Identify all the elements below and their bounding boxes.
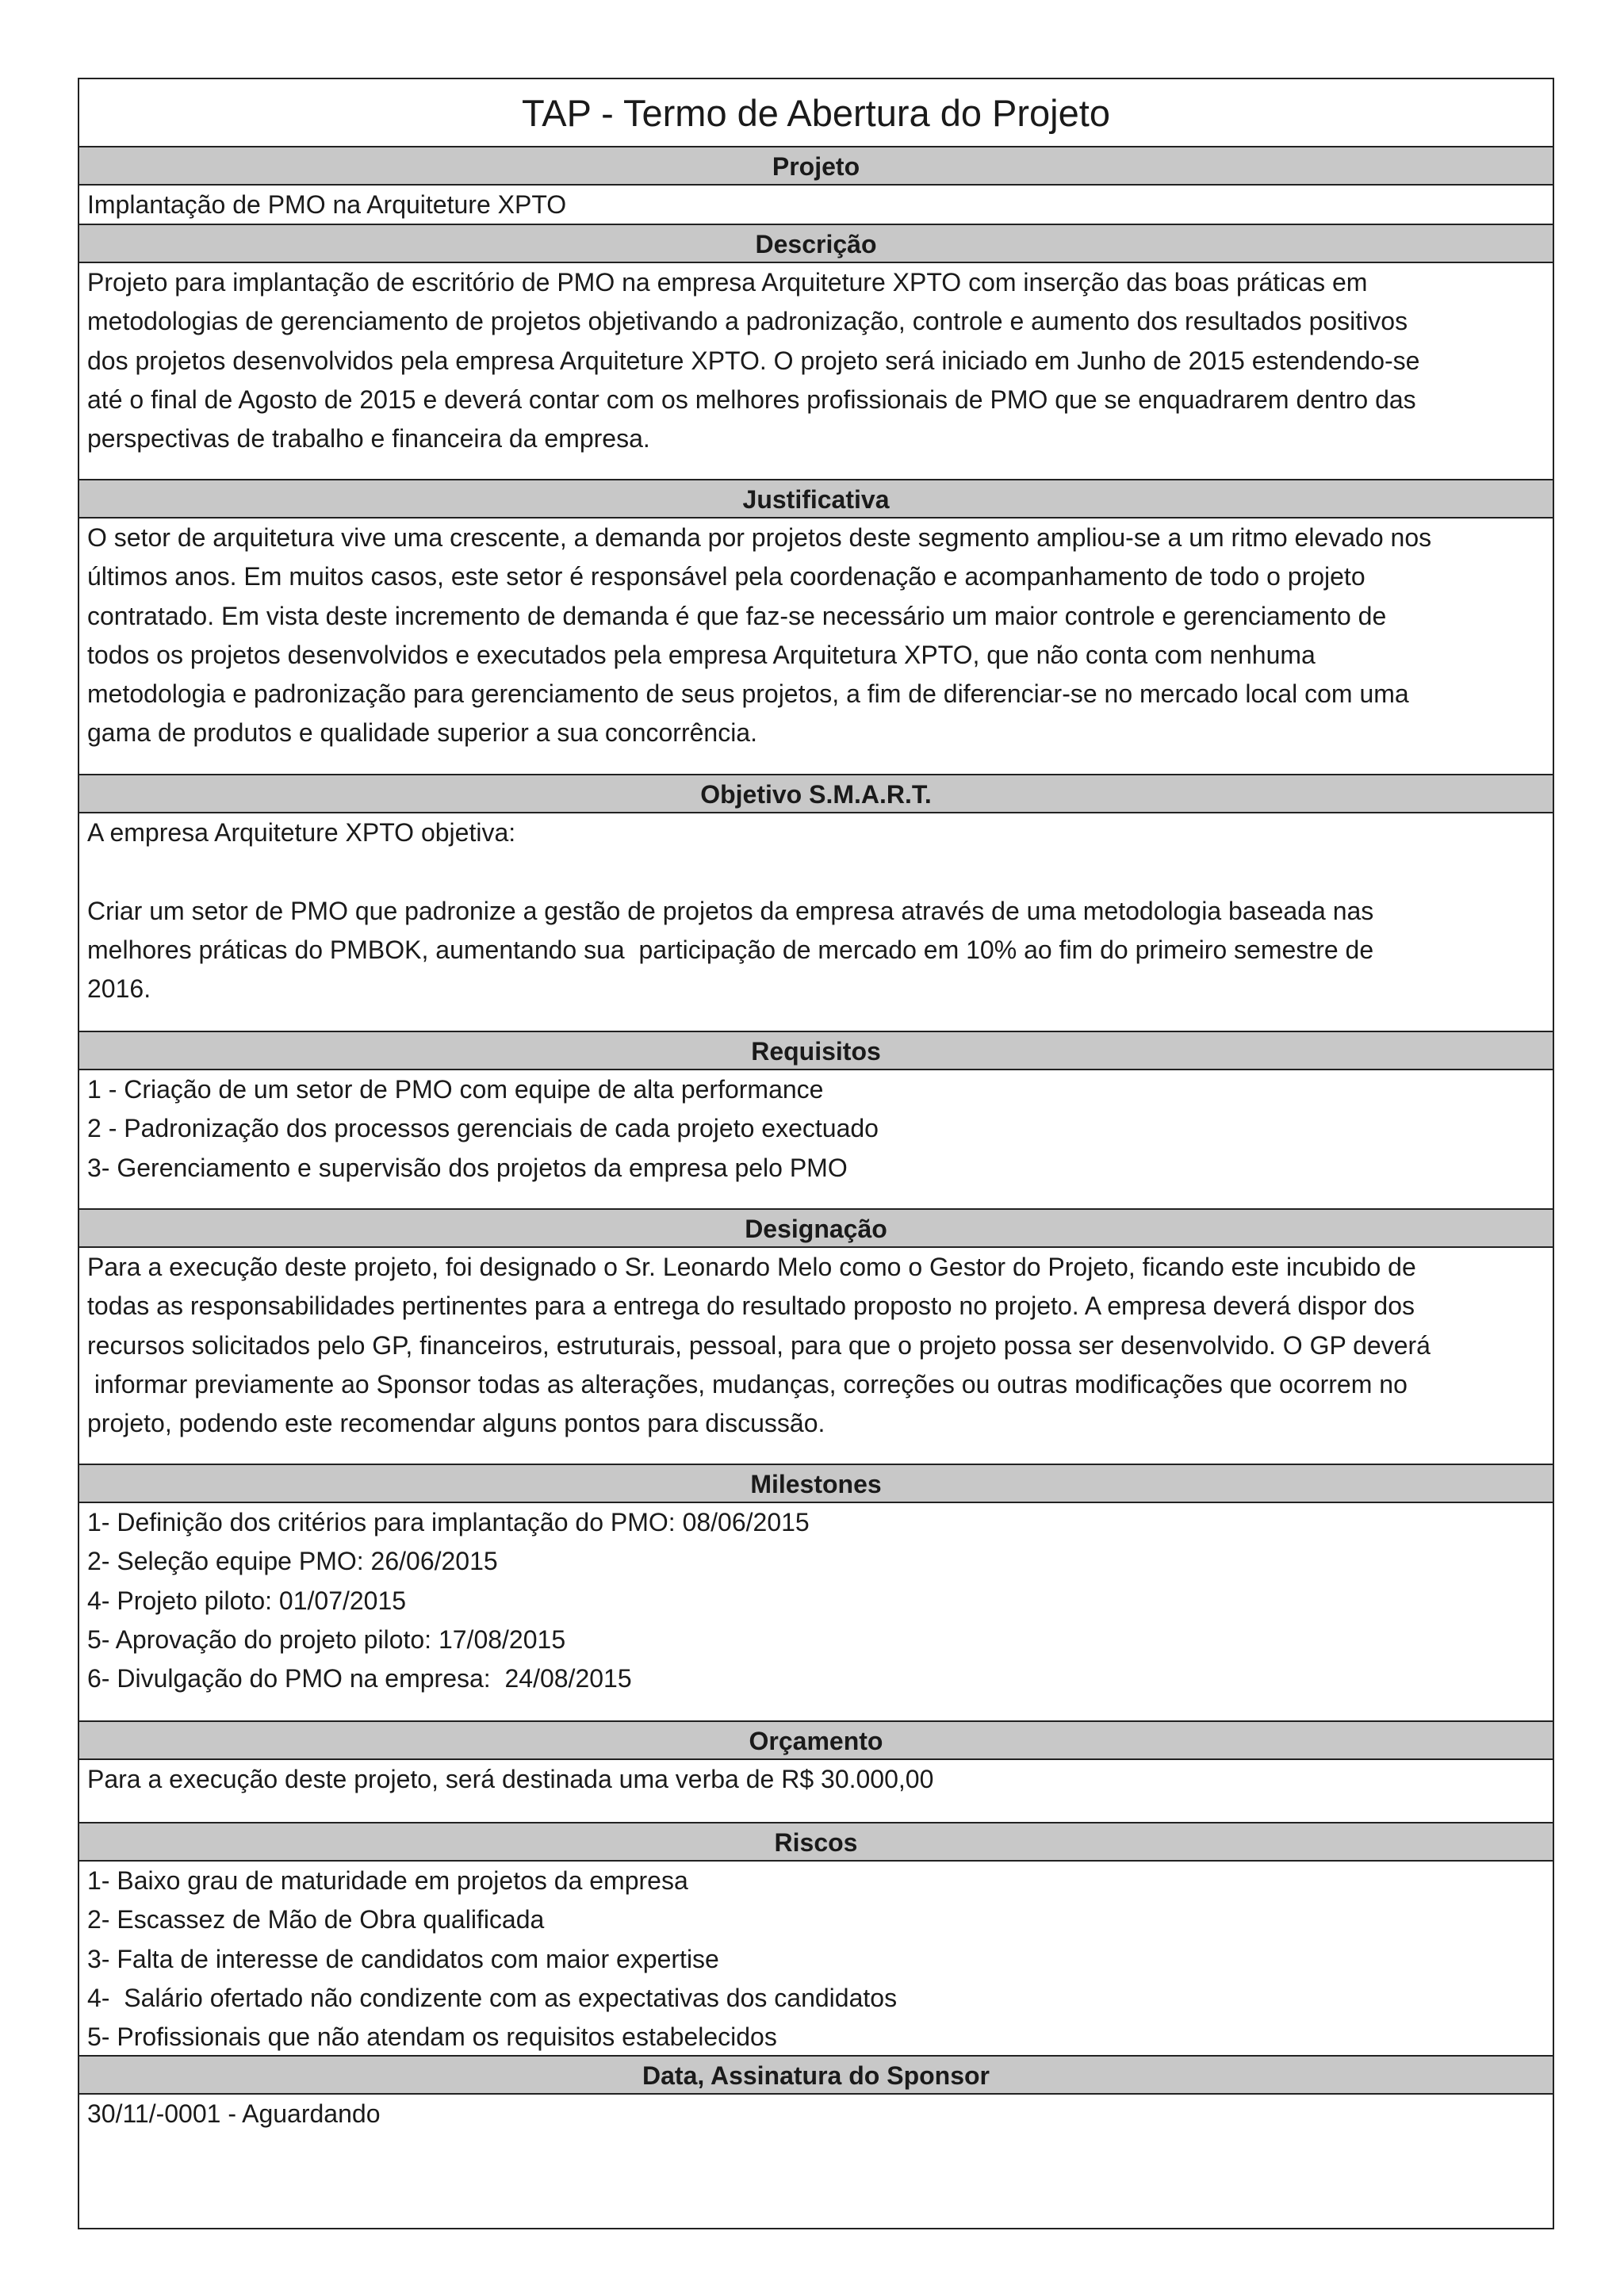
section-body-orcamento bbox=[79, 1760, 1553, 1823]
section-body-designacao bbox=[79, 1248, 1553, 1465]
risco-item: 2- Escassez de Mão de Obra qualificada bbox=[87, 1905, 545, 1934]
section-header-descricao: Descrição bbox=[79, 225, 1553, 263]
section-header-data-assinatura: Data, Assinatura do Sponsor bbox=[79, 2057, 1553, 2095]
milestone-item: 1- Definição dos critérios para implantação do PMO: 08/06/2015 bbox=[87, 1508, 810, 1536]
section-body-projeto bbox=[79, 186, 1553, 225]
tap-document bbox=[78, 78, 1554, 2229]
risco-item: 1- Baixo grau de maturidade em projetos da empresa bbox=[87, 1866, 688, 1895]
section-body-milestones bbox=[79, 1503, 1553, 1722]
section-header-designacao: Designação bbox=[79, 1210, 1553, 1248]
designacao-line: recursos solicitados pelo GP, financeiros, estruturais, pessoal, para que o projeto possa ser desenvolvido. O GP deverá bbox=[87, 1330, 1431, 1360]
section-body-descricao bbox=[79, 263, 1553, 480]
risco-item: 3- Falta de interesse de candidatos com maior expertise bbox=[87, 1944, 719, 1973]
section-header-objetivo: Objetivo S.M.A.R.T. bbox=[79, 775, 1553, 813]
objetivo-line: 2016. bbox=[87, 974, 151, 1004]
descricao-line: até o final de Agosto de 2015 e deverá contar com os melhores profissionais de PMO que se enquadrarem dentro das bbox=[87, 385, 1416, 414]
justificativa-line: contratado. Em vista deste incremento de demanda é que faz-se necessário um maior controle e gerenciamento de bbox=[87, 601, 1387, 630]
section-header-justificativa: Justificativa bbox=[79, 480, 1553, 519]
section-body-riscos bbox=[79, 1862, 1553, 2057]
requisito-item: 1 - Criação de um setor de PMO com equipe de alta performance bbox=[87, 1075, 824, 1104]
risco-item: 5- Profissionais que não atendam os requisitos estabelecidos bbox=[87, 2022, 777, 2052]
objetivo-line: melhores práticas do PMBOK, aumentando sua participação de mercado em 10% ao fim do primeiro semestre de bbox=[87, 935, 1374, 964]
section-body-justificativa bbox=[79, 519, 1553, 775]
designacao-line: Para a execução deste projeto, foi designado o Sr. Leonardo Melo como o Gestor do Projeto, ficando este incubido de bbox=[87, 1253, 1416, 1281]
designacao-line: todas as responsabilidades pertinentes para a entrega do resultado proposto no projeto. A empresa deverá dispor dos bbox=[87, 1292, 1415, 1321]
milestone-item: 4- Projeto piloto: 01/07/2015 bbox=[87, 1586, 407, 1615]
section-header-orcamento: Orçamento bbox=[79, 1722, 1553, 1760]
milestone-item: 5- Aprovação do projeto piloto: 17/08/2015 bbox=[87, 1624, 566, 1654]
section-body-objetivo bbox=[79, 813, 1553, 1032]
descricao-line: Projeto para implantação de escritório de PMO na empresa Arquiteture XPTO com inserção das boas práticas em bbox=[87, 268, 1368, 297]
justificativa-line: metodologia e padronização para gerenciamento de seus projetos, a fim de diferenciar-se no mercado local com uma bbox=[87, 679, 1409, 709]
section-body-data-assinatura bbox=[79, 2095, 1553, 2228]
requisito-item: 3- Gerenciamento e supervisão dos projetos da empresa pelo PMO bbox=[87, 1153, 848, 1182]
section-header-requisitos: Requisitos bbox=[79, 1032, 1553, 1070]
objetivo-intro: A empresa Arquiteture XPTO objetiva: bbox=[87, 818, 516, 847]
justificativa-line: gama de produtos e qualidade superior a sua concorrência. bbox=[87, 718, 757, 748]
data-assinatura-line: 30/11/-0001 - Aguardando bbox=[87, 2099, 381, 2128]
milestone-item: 6- Divulgação do PMO na empresa: 24/08/2015 bbox=[87, 1664, 632, 1693]
designacao-line: projeto, podendo este recomendar alguns pontos para discussão. bbox=[87, 1409, 825, 1438]
justificativa-line: todos os projetos desenvolvidos e executados pela empresa Arquitetura XPTO, que não conta com nenhuma bbox=[87, 640, 1316, 669]
orcamento-line: Para a execução deste projeto, será destinada uma verba de R$ 30.000,00 bbox=[87, 1765, 934, 1793]
objetivo-line: Criar um setor de PMO que padronize a gestão de projetos da empresa através de uma metodologia baseada nas bbox=[87, 896, 1374, 925]
risco-item: 4- Salário ofertado não condizente com as expectativas dos candidatos bbox=[87, 1983, 898, 2012]
descricao-line: perspectivas de trabalho e financeira da empresa. bbox=[87, 424, 650, 453]
section-body-requisitos bbox=[79, 1070, 1553, 1210]
justificativa-line: últimos anos. Em muitos casos, este setor é responsável pela coordenação e acompanhamento de todo o projeto bbox=[87, 562, 1365, 591]
projeto-line: Implantação de PMO na Arquiteture XPTO bbox=[87, 190, 567, 219]
milestone-item: 2- Seleção equipe PMO: 26/06/2015 bbox=[87, 1547, 498, 1576]
descricao-line: dos projetos desenvolvidos pela empresa Arquiteture XPTO. O projeto será iniciado em Junho de 2015 estendendo-se bbox=[87, 346, 1420, 375]
section-header-projeto: Projeto bbox=[79, 147, 1553, 186]
section-header-milestones: Milestones bbox=[79, 1465, 1553, 1503]
document-title: TAP - Termo de Abertura do Projeto bbox=[79, 79, 1553, 147]
justificativa-line: O setor de arquitetura vive uma crescente, a demanda por projetos deste segmento ampliou-se a um ritmo elevado nos bbox=[87, 523, 1432, 552]
objetivo-spacer bbox=[87, 852, 1545, 891]
section-header-riscos: Riscos bbox=[79, 1823, 1553, 1862]
designacao-line: informar previamente ao Sponsor todas as alterações, mudanças, correções ou outras modificações que ocorrem no bbox=[87, 1369, 1408, 1399]
requisito-item: 2 - Padronização dos processos gerenciais de cada projeto exectuado bbox=[87, 1114, 879, 1143]
descricao-line: metodologias de gerenciamento de projetos objetivando a padronização, controle e aumento dos resultados positivos bbox=[87, 307, 1408, 336]
